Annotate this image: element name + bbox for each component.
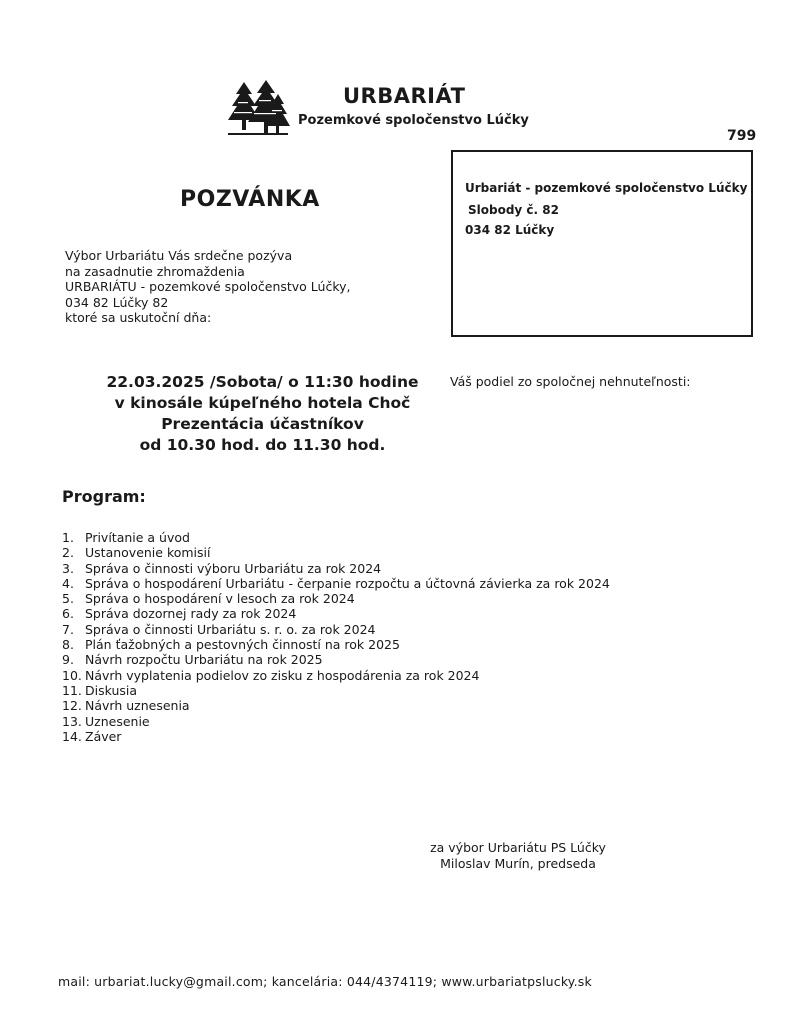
- list-item: [62, 576, 610, 591]
- address-line-city: 034 82 Lúčky: [465, 223, 555, 237]
- item-number: 12.: [62, 698, 82, 714]
- list-item: [62, 714, 610, 729]
- item-number: 11.: [62, 682, 82, 698]
- list-item: [62, 698, 610, 713]
- list-item: [62, 561, 610, 576]
- item-text: Privítanie a úvod: [85, 530, 190, 545]
- list-item: [62, 606, 610, 621]
- event-venue: v kinosále kúpeľného hotela Choč: [114, 394, 411, 412]
- item-number: 5.: [62, 591, 74, 607]
- signature-block: [428, 840, 608, 872]
- event-registration-time: od 10.30 hod. do 11.30 hod.: [139, 436, 386, 454]
- item-text: Správa dozornej rady za rok 2024: [85, 606, 297, 622]
- item-text: Diskusia: [85, 682, 138, 698]
- item-number: 9.: [62, 652, 74, 668]
- event-registration: Prezentácia účastníkov: [161, 415, 364, 433]
- org-subtitle: Pozemkové spoločenstvo Lúčky: [298, 113, 529, 128]
- intro-line: 034 82 Lúčky 82: [65, 294, 169, 310]
- share-label: Váš podiel zo spoločnej nehnuteľnosti:: [450, 374, 691, 389]
- item-text: Plán ťažobných a pestovných činností na rok 2025: [85, 637, 400, 653]
- event-details: [65, 372, 460, 456]
- item-number: 8.: [62, 637, 74, 653]
- address-box: [451, 150, 753, 337]
- invitation-title: POZVÁNKA: [180, 187, 320, 212]
- program-title: Program:: [62, 487, 146, 506]
- item-number: 10.: [62, 667, 82, 683]
- signature-name: Miloslav Murín, predseda: [440, 856, 596, 871]
- item-number: 6.: [62, 606, 74, 622]
- item-text: Správa o hospodárení v lesoch za rok 2024: [85, 591, 355, 607]
- fir-trees-logo-icon: [226, 80, 290, 140]
- item-text: Správa o činnosti výboru Urbariátu za rok 2024: [85, 560, 382, 576]
- document-number: 799: [727, 128, 757, 144]
- intro-line: ktoré sa uskutoční dňa:: [65, 310, 212, 325]
- intro-line: URBARIÁTU - pozemkové spoločenstvo Lúčky,: [65, 279, 351, 294]
- item-text: Záver: [85, 728, 122, 744]
- event-date: 22.03.2025 /Sobota/ o 11:30 hodine: [106, 373, 419, 391]
- item-number: 14.: [62, 728, 82, 744]
- list-item: [62, 545, 610, 560]
- intro-line: Výbor Urbariátu Vás srdečne pozýva: [65, 248, 293, 263]
- item-text: Správa o činnosti Urbariátu s. r. o. za rok 2024: [85, 621, 376, 637]
- item-number: 4.: [62, 575, 74, 591]
- list-item: [62, 530, 610, 545]
- address-line-name: Urbariát - pozemkové spoločenstvo Lúčky: [465, 181, 748, 195]
- signature-org: za výbor Urbariátu PS Lúčky: [430, 840, 606, 855]
- list-item: [62, 683, 610, 698]
- list-item: [62, 591, 610, 606]
- list-item: [62, 668, 610, 683]
- item-number: 7.: [62, 621, 74, 637]
- item-text: Návrh vyplatenia podielov zo zisku z hospodárenia za rok 2024: [85, 667, 480, 683]
- intro-line: na zasadnutie zhromaždenia: [65, 263, 245, 279]
- item-number: 2.: [62, 545, 74, 561]
- list-item: [62, 637, 610, 652]
- item-text: Správa o hospodárení Urbariátu - čerpanie rozpočtu a účtovná závierka za rok 2024: [85, 575, 610, 591]
- item-text: Návrh rozpočtu Urbariátu na rok 2025: [85, 652, 323, 668]
- invitation-intro: [65, 248, 351, 326]
- list-item: [62, 729, 610, 744]
- org-title: URBARIÁT: [343, 84, 466, 108]
- item-text: Uznesenie: [85, 713, 150, 729]
- footer-contact: mail: urbariat.lucky@gmail.com; kancelária: 044/4374119; www.urbariatpslucky.sk: [58, 974, 592, 989]
- address-line-street: Slobody č. 82: [468, 203, 559, 217]
- item-number: 13.: [62, 713, 82, 729]
- list-item: [62, 652, 610, 667]
- list-item: [62, 622, 610, 637]
- item-text: Ustanovenie komisií: [85, 545, 211, 561]
- item-text: Návrh uznesenia: [85, 698, 190, 714]
- item-number: 1.: [62, 530, 74, 545]
- item-number: 3.: [62, 560, 74, 576]
- program-list: [62, 530, 610, 744]
